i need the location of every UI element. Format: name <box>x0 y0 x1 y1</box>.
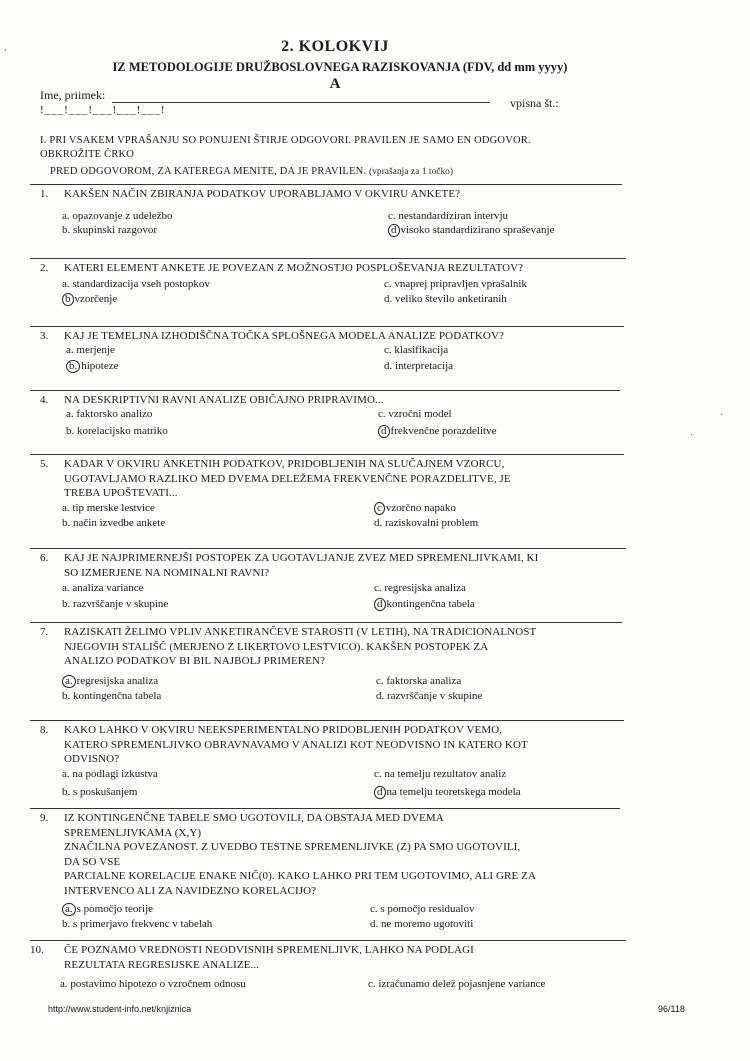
answer-option-label: b. razvrščanje v skupine <box>62 598 169 610</box>
answer-option-d[interactable] <box>388 224 554 237</box>
answer-option-label: a. postavimo hipotezo o vzročnem odnosu <box>60 978 246 990</box>
instructions-line2: OBKROŽITE ČRKO <box>40 149 135 160</box>
exam-title: 2. KOLOKVIJ <box>281 38 389 55</box>
question-text-line: IZ KONTINGENČNE TABELE SMO UGOTOVILI, DA OBSTAJA MED DVEMA <box>64 812 444 824</box>
answer-option-b[interactable] <box>62 224 157 236</box>
question-text-line: DA SO VSE <box>64 855 121 868</box>
answer-option-label: a. merjenje <box>66 344 115 356</box>
question-text-line: KAKŠEN NAČIN ZBIRANJA PODATKOV UPORABLJAMO V OKVIRU ANKETE? <box>64 188 461 200</box>
question-number: 7. <box>40 626 49 638</box>
question-divider <box>30 258 626 259</box>
name-field-line <box>112 102 490 103</box>
answer-option-label: b. korelacijsko matriko <box>66 425 168 437</box>
answer-option-label: a. faktorsko analizo <box>66 408 153 420</box>
answer-option-a[interactable] <box>62 582 144 594</box>
answer-option-d[interactable] <box>374 598 475 611</box>
student-id-blanks: !___!___!___!___!___! <box>40 104 166 116</box>
answer-option-c[interactable] <box>384 278 527 290</box>
question-number: 4. <box>40 394 49 406</box>
answer-option-label: s pomočjo teorije <box>76 903 154 915</box>
question-text-line: KADAR V OKVIRU ANKETNIH PODATKOV, PRIDOBLJENIH NA SLUČAJNEM VZORCU, <box>64 458 505 470</box>
question-number: 5. <box>40 458 49 470</box>
answer-option-label: b. s primerjavo frekvenc v tabelah <box>62 918 213 930</box>
answer-option-b[interactable] <box>62 918 212 930</box>
answer-option-d[interactable] <box>374 517 478 529</box>
answer-option-a[interactable] <box>62 210 173 222</box>
answer-option-c[interactable] <box>388 210 508 222</box>
answer-option-label: c. s pomočjo residualov <box>370 903 475 915</box>
name-label: Ime, priimek: <box>40 88 106 102</box>
answer-option-c[interactable] <box>374 502 456 515</box>
question-text-line: NA DESKRIPTIVNI RAVNI ANALIZE OBIČAJNO PRIPRAVIMO... <box>64 394 384 406</box>
question-text-line: KAJ JE NAJPRIMERNEJŠI POSTOPEK ZA UGOTAVLJANJE ZVEZ MED SPREMENLJIVKAMI, KI <box>64 552 539 564</box>
answer-option-label: visoko standardizirano spraševanje <box>400 224 555 236</box>
circled-answer-mark: d <box>374 598 386 611</box>
question-divider <box>30 390 620 391</box>
answer-option-a[interactable] <box>62 502 155 514</box>
answer-option-label: b. skupinski razgovor <box>62 224 158 236</box>
answer-option-label: d. interpretacija <box>384 360 454 372</box>
answer-option-label: d. ne moremo ugotoviti <box>370 918 474 930</box>
answer-option-c[interactable] <box>370 903 474 915</box>
answer-option-c[interactable] <box>378 408 452 420</box>
question-text-line: KAJ JE TEMELJNA IZHODIŠČNA TOČKA SPLOŠNEGA MODELA ANALIZE PODATKOV? <box>64 330 504 342</box>
answer-option-b[interactable] <box>62 517 165 529</box>
answer-option-a[interactable] <box>62 278 210 290</box>
answer-option-b[interactable] <box>62 786 137 798</box>
answer-option-d[interactable] <box>376 690 482 702</box>
answer-option-label: vzorčno napako <box>385 502 456 514</box>
answer-option-label: d. razvrščanje v skupine <box>376 690 483 702</box>
answer-option-label: a. opazovanje z udeležbo <box>62 210 173 222</box>
answer-option-b[interactable] <box>62 293 117 306</box>
question-divider <box>30 454 624 455</box>
question-divider <box>30 548 626 549</box>
answer-option-a[interactable] <box>60 978 246 990</box>
question-number: 10. <box>30 944 44 956</box>
answer-option-label: hipoteze <box>81 360 119 372</box>
answer-option-label: a. na podlagi izkustva <box>62 768 158 780</box>
question-text-line: NJEGOVIH STALIŠČ (MERJENO Z LIKERTOVO LESTVICO). KAKŠEN POSTOPEK ZA <box>64 640 489 653</box>
answer-option-label: d. raziskovalni problem <box>374 517 479 529</box>
answer-option-a[interactable] <box>62 768 158 780</box>
question-divider <box>30 326 624 327</box>
answer-option-a[interactable] <box>62 903 153 916</box>
instructions-line1: I. PRI VSAKEM VPRAŠANJU SO PONUJENI ŠTIRJE ODGOVORI. PRAVILEN JE SAMO EN ODGOVOR. <box>40 135 531 146</box>
answer-option-a[interactable] <box>66 344 115 356</box>
circled-answer-mark: d <box>388 224 400 237</box>
question-divider <box>30 622 622 623</box>
answer-option-c[interactable] <box>374 768 506 780</box>
question-text-line: REZULTATA REGRESIJSKE ANALIZE... <box>64 958 260 971</box>
answer-option-label: c. na temelju rezultatov analiz <box>374 768 507 780</box>
answer-option-label: c. vnaprej pripravljen vprašalnik <box>384 278 527 290</box>
answer-option-label: kontingenčna tabela <box>386 598 475 610</box>
question-text-line: ZNAČILNA POVEZANOST. Z UVEDBO TESTNE SPREMENLJIVKE (Z) PA SMO UGOTOVILI, <box>64 841 521 853</box>
answer-option-d[interactable] <box>384 360 453 372</box>
answer-option-label: b. s poskušanjem <box>62 786 138 798</box>
answer-option-label: b. kontingenčna tabela <box>62 690 162 702</box>
answer-option-label: c. nestandardiziran intervju <box>388 210 509 222</box>
student-id-label: vpisna št.: <box>510 96 559 110</box>
question-number: 2. <box>40 262 49 274</box>
question-text-line: KATERI ELEMENT ANKETE JE POVEZAN Z MOŽNOSTJO POSPLOŠEVANJA REZULTATOV? <box>64 262 524 274</box>
answer-option-d[interactable] <box>378 425 496 438</box>
question-divider <box>30 184 622 185</box>
answer-option-label: a. standardizacija vseh postopkov <box>62 278 210 290</box>
exam-subtitle: IZ METODOLOGIJE DRUŽBOSLOVNEGA RAZISKOVANJA (FDV, dd mm yyyy) <box>112 60 568 74</box>
circled-answer-mark: a. <box>62 903 76 916</box>
answer-option-label: c. regresijska analiza <box>374 582 466 594</box>
question-divider <box>30 808 620 809</box>
question-text-line: SO IZMERJENE NA NOMINALNI RAVNI? <box>64 566 270 579</box>
answer-option-c[interactable] <box>374 582 466 594</box>
answer-option-b[interactable] <box>62 598 168 610</box>
question-text-line: PARCIALNE KORELACIJE ENAKE NIČ(0). KAKO LAHKO PRI TEM UGOTOVIMO, ALI GRE ZA <box>64 870 537 882</box>
answer-option-label: regresijska analiza <box>76 675 159 687</box>
circled-answer-mark: d <box>378 425 390 438</box>
answer-option-label: frekvenčne porazdelitve <box>390 425 497 437</box>
question-text-line: RAZISKATI ŽELIMO VPLIV ANKETIRANČEVE STAROSTI (V LETIH), NA TRADICIONALNOST <box>64 626 537 638</box>
answer-option-label: vzorčenje <box>74 293 118 305</box>
answer-option-label: b. način izvedbe ankete <box>62 517 166 529</box>
scan-speck: , <box>4 42 7 53</box>
circled-answer-mark: b <box>62 293 74 306</box>
answer-option-b[interactable] <box>66 360 119 373</box>
question-number: 8. <box>40 724 49 736</box>
question-text-line: SPREMENLJIVKAMA (X,Y) <box>64 826 202 839</box>
answer-option-label: c. vzročni model <box>378 408 452 420</box>
answer-option-label: a. analiza variance <box>62 582 144 594</box>
answer-option-label: d. veliko število anketiranih <box>384 293 507 305</box>
footer-page-number: 96/118 <box>658 1004 685 1014</box>
instructions-line3: PRED ODGOVOROM, ZA KATEREGA MENITE, DA JE PRAVILEN. (vprašanja za 1 točko) <box>50 166 454 177</box>
question-number: 6. <box>40 552 49 564</box>
answer-option-c[interactable] <box>384 344 448 356</box>
question-text-line: KATERO SPREMENLJIVKO OBRAVNAVAMO V ANALIZI KOT NEODVISNO IN KATERO KOT <box>64 738 528 751</box>
question-divider <box>30 940 626 941</box>
answer-option-a[interactable] <box>66 408 152 420</box>
question-text-line: KAKO LAHKO V OKVIRU NEEKSPERIMENTALNO PRIDOBLJENIH PODATKOV VEMO, <box>64 724 503 736</box>
question-text-line: ANALIZO PODATKOV BI BIL NAJBOLJ PRIMEREN? <box>64 655 326 667</box>
question-number: 1. <box>40 188 49 200</box>
scan-speck: · <box>720 410 724 421</box>
question-text-line: TREBA UPOŠTEVATI... <box>64 487 178 499</box>
answer-option-label: c. klasifikacija <box>384 344 449 356</box>
circled-answer-mark: b. <box>66 360 80 373</box>
answer-option-b[interactable] <box>62 690 161 702</box>
answer-option-b[interactable] <box>66 425 168 437</box>
circled-answer-mark: a. <box>62 675 76 688</box>
answer-option-label: c. izračunamo delež pojasnjene variance <box>368 978 546 990</box>
footer-url: http://www.student-info.net/knjiznica <box>48 1004 192 1014</box>
question-text-line: ODVISNO? <box>64 753 120 765</box>
question-text-line: INTERVENCO ALI ZA NAVIDEZNO KORELACIJO? <box>64 884 317 897</box>
answer-option-d[interactable] <box>370 918 473 930</box>
exam-variant: A <box>329 76 341 92</box>
answer-option-label: c. faktorska analiza <box>376 675 462 687</box>
question-number: 3. <box>40 330 49 342</box>
circled-answer-mark: d <box>374 786 386 799</box>
question-number: 9. <box>40 812 49 824</box>
question-text-line: UGOTAVLJAMO RAZLIKO MED DVEMA DELEŽEMA FREKVENČNE PORAZDELITVE, JE <box>64 472 511 485</box>
answer-option-c[interactable] <box>368 978 545 990</box>
answer-option-a[interactable] <box>62 675 158 688</box>
circled-answer-mark: c <box>374 502 385 515</box>
answer-option-label: a. tip merske lestvice <box>62 502 155 514</box>
answer-option-d[interactable] <box>384 293 507 305</box>
answer-option-c[interactable] <box>376 675 461 687</box>
scan-speck: · <box>690 430 694 441</box>
question-text-line: ČE POZNAMO VREDNOSTI NEODVISNIH SPREMENLJIVK, LAHKO NA PODLAGI <box>64 944 474 956</box>
answer-option-label: na temelju teoretskega modela <box>386 786 521 798</box>
answer-option-d[interactable] <box>374 786 521 799</box>
question-divider <box>30 720 624 721</box>
